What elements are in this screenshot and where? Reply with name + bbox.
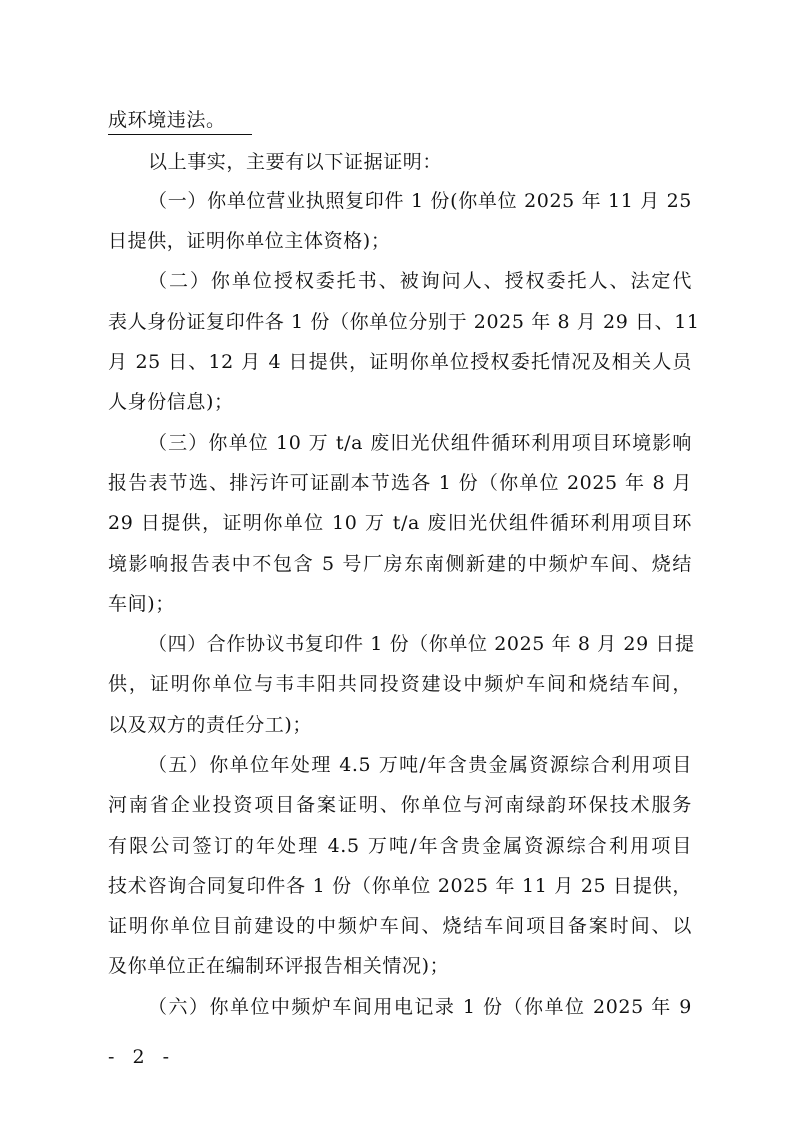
paragraph-line: 人身份信息)； xyxy=(108,391,234,413)
paragraph-line: 境影响报告表中不包含 5 号厂房东南侧新建的中频炉车间、烧结 xyxy=(108,553,692,575)
paragraph-line: 表人身份证复印件各 1 份（你单位分别于 2025 年 8 月 29 日、11 xyxy=(108,311,700,333)
paragraph-line xyxy=(108,108,692,135)
paragraph-line: （一）你单位营业执照复印件 1 份(你单位 2025 年 11 月 25 xyxy=(148,190,692,212)
underlined-text: 成环境违法。 xyxy=(108,108,252,135)
paragraph-line: （三）你单位 10 万 t/a 废旧光伏组件循环利用项目环境影响 xyxy=(148,432,692,454)
paragraph-line: 车间)； xyxy=(108,593,175,615)
paragraph-line: （六）你单位中频炉车间用电记录 1 份（你单位 2025 年 9 xyxy=(148,996,692,1018)
paragraph-line: （二）你单位授权委托书、被询问人、授权委托人、法定代 xyxy=(148,270,692,292)
paragraph-line: 河南省企业投资项目备案证明、你单位与河南绿韵环保技术服务 xyxy=(108,794,692,816)
paragraph-line: 技术咨询合同复印件各 1 份（你单位 2025 年 11 月 25 日提供， xyxy=(108,875,692,897)
paragraph-line: 29 日提供，证明你单位 10 万 t/a 废旧光伏组件循环利用项目环 xyxy=(108,512,692,534)
paragraph-line: 证明你单位目前建设的中频炉车间、烧结车间项目备案时间、以 xyxy=(108,915,692,937)
paragraph-line: 及你单位正在编制环评报告相关情况)； xyxy=(108,955,450,977)
paragraph-line: 以及双方的责任分工)； xyxy=(108,714,313,736)
paragraph-line: （五）你单位年处理 4.5 万吨/年含贵金属资源综合利用项目 xyxy=(148,754,692,776)
paragraph-line: 有限公司签订的年处理 4.5 万吨/年含贵金属资源综合利用项目 xyxy=(108,835,692,857)
paragraph-line: 月 25 日、12 月 4 日提供，证明你单位授权委托情况及相关人员 xyxy=(108,351,692,373)
paragraph-line: 报告表节选、排污许可证副本节选各 1 份（你单位 2025 年 8 月 xyxy=(108,472,692,494)
page-number: - 2 - xyxy=(108,1046,176,1068)
paragraph-line: （四）合作协议书复印件 1 份（你单位 2025 年 8 月 29 日提 xyxy=(148,633,695,655)
paragraph-line: 日提供，证明你单位主体资格)； xyxy=(108,230,391,252)
paragraph-line: 供，证明你单位与韦丰阳共同投资建设中频炉车间和烧结车间， xyxy=(108,673,692,695)
paragraph-line: 以上事实，主要有以下证据证明： xyxy=(148,151,443,173)
